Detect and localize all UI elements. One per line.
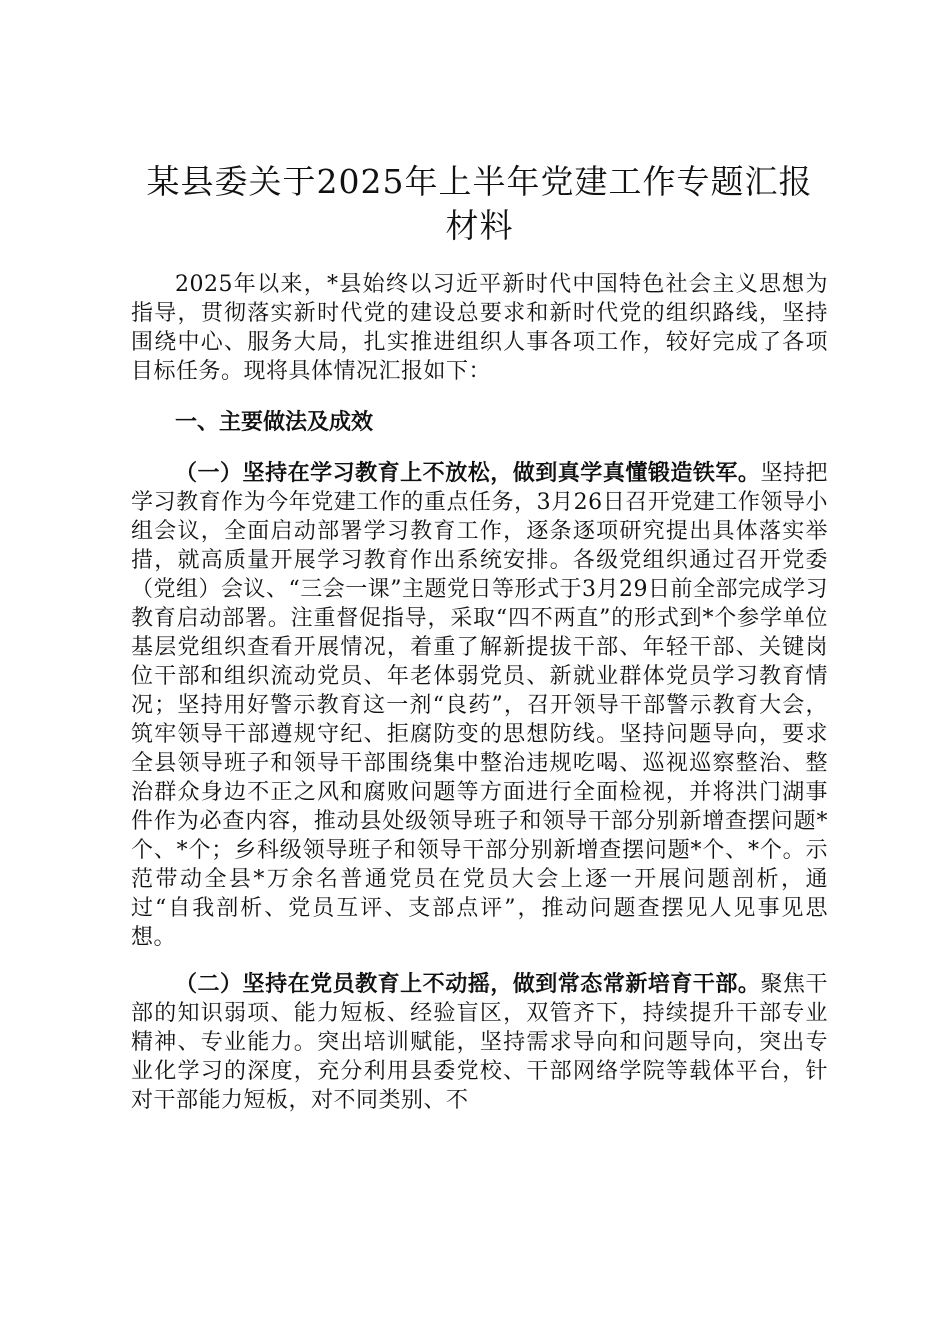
subsection-2-body: 聚焦干部的知识弱项、能力短板、经验盲区，双管齐下，持续提升干部专业精神、专业能力。突出培训赋能，坚持需求导向和问题导向，突出专业化学习的深度，充分利用县委党校、干部网络学院等载体平台，针对干部能力短板，对不同类别、不 — [131, 972, 828, 1113]
subsection-1-heading: （一）坚持在学习教育上不放松，做到真学真懂锻造铁军。 — [175, 461, 761, 486]
subsection-2-heading: （二）坚持在党员教育上不动摇，做到常态常新培育干部。 — [175, 972, 761, 997]
document-title — [131, 160, 828, 248]
subsection-1-paragraph — [131, 459, 828, 952]
subsection-2-paragraph — [131, 970, 828, 1115]
subsection-1-body: 坚持把学习教育作为今年党建工作的重点任务，3月26日召开党建工作领导小组会议，全面启动部署学习教育工作，逐条逐项研究提出具体落实举措，就高质量开展学习教育作出系统安排。各级党组织通过召开党委（党组）会议、“三会一课”主题党日等形式于3月29日前全部完成学习教育启动部署。注重督促指导，采取“四不两直”的形式到*个参学单位基层党组织查看开展情况，着重了解新提拔干部、年轻干部、关键岗位干部和组织流动党员、年老体弱党员、新就业群体党员学习教育情况；坚持用好警示教育这一剂“良药”，召开领导干部警示教育大会，筑牢领导干部遵规守纪、拒腐防变的思想防线。坚持问题导向，要求全县领导班子和领导干部围绕集中整治违规吃喝、巡视巡察整治、整治群众身边不正之风和腐败问题等方面进行全面检视，并将洪门湖事件作为必查内容，推动县处级领导班子和领导干部分别新增查摆问题*个、*个；乡科级领导班子和领导干部分别新增查摆问题*个、*个。示范带动全县*万余名普通党员在党员大会上逐一开展问题剖析，通过“自我剖析、党员互评、支部点评”，推动问题查摆见人见事见思想。 — [131, 461, 828, 950]
intro-paragraph: 2025年以来，*县始终以习近平新时代中国特色社会主义思想为指导，贯彻落实新时代党的建设总要求和新时代党的组织路线，坚持围绕中心、服务大局，扎实推进组织人事各项工作，较好完成了各项目标任务。现将具体情况汇报如下： — [131, 272, 828, 384]
title-line-2: 材料 — [445, 206, 514, 245]
title-line-1: 某县委关于2025年上半年党建工作专题汇报 — [146, 162, 813, 201]
section-heading-1: 一、主要做法及成效 — [175, 410, 374, 435]
document-page — [131, 160, 828, 1115]
